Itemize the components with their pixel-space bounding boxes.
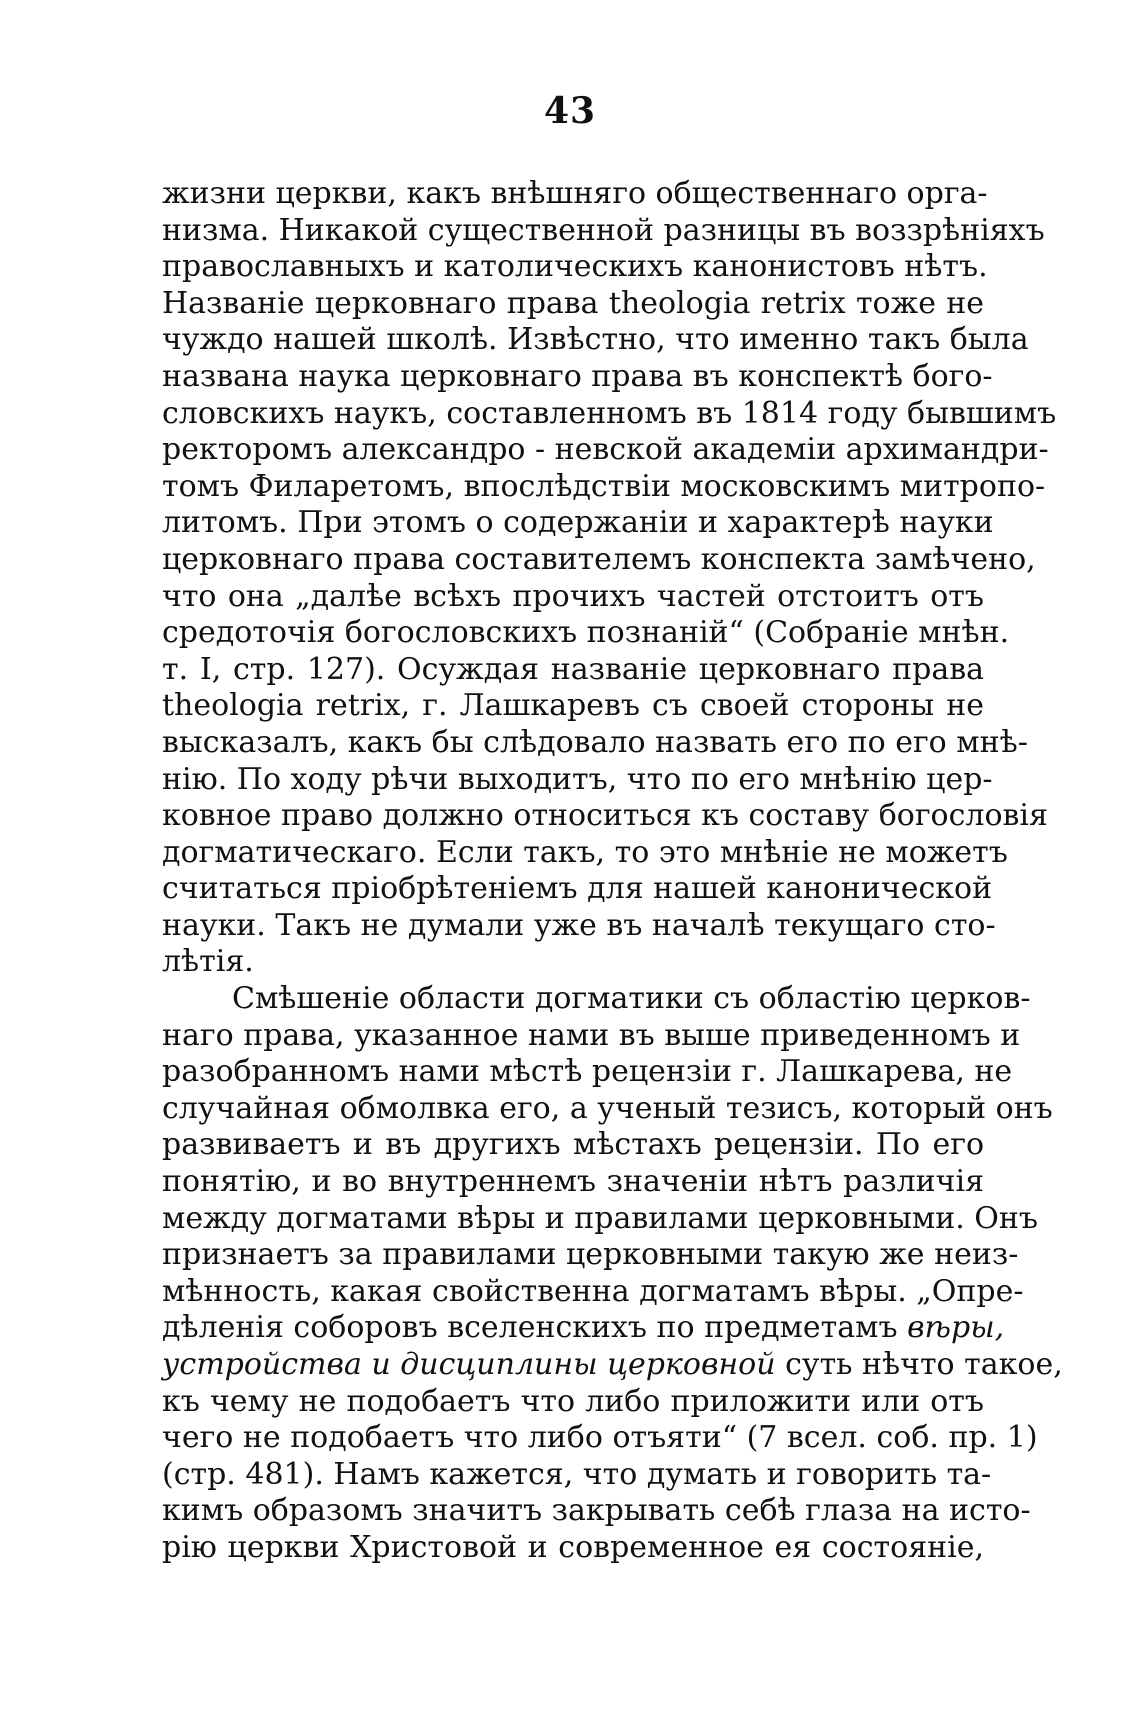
text-line: признаетъ за правилами церковными такую же неиз- (162, 1237, 1019, 1273)
text-line-mixed (162, 1310, 1005, 1347)
text-line: ректоромъ александро - невской академіи архимандри- (162, 432, 1049, 468)
text-line: ковное право должно относиться къ составу богословія (162, 798, 1048, 834)
text-line: церковнаго права составителемъ конспекта замѣчено, (162, 541, 1036, 577)
text-line: науки. Такъ не думали уже въ началѣ текущаго сто- (162, 907, 996, 943)
paragraph-2 (162, 981, 1063, 1567)
text-line: считаться пріобрѣтеніемъ для нашей канонической (162, 871, 993, 907)
text-line: словскихъ наукъ, составленномъ въ 1814 году бывшимъ (162, 395, 1057, 431)
text-line: средоточія богословскихъ познаній“ (Собраніе мнѣн. (162, 615, 1010, 651)
page-number: 43 (543, 90, 597, 132)
text-line: кимъ образомъ значитъ закрывать себѣ глаза на исто- (162, 1493, 1031, 1529)
text-line: литомъ. При этомъ о содержаніи и характерѣ науки (162, 505, 994, 541)
italic-segment: вѣры, (907, 1310, 1005, 1346)
text-line-mixed (162, 1347, 1063, 1384)
body-text (162, 176, 1063, 1567)
text-line: высказалъ, какъ бы слѣдовало назвать его по его мнѣ- (162, 724, 1028, 760)
text-line: развиваетъ и въ другихъ мѣстахъ рецензіи. По его (162, 1127, 984, 1163)
text-line: къ чему не подобаетъ что либо приложити или отъ (162, 1383, 984, 1419)
paragraph-1 (162, 176, 1057, 981)
text-line: томъ Филаретомъ, впослѣдствіи московскимъ митропо- (162, 468, 1046, 504)
text-line: догматическаго. Если такъ, то это мнѣніе не можетъ (162, 834, 1008, 870)
text-line: лѣтія. (162, 944, 254, 980)
text-line: православныхъ и католическихъ канонистовъ нѣтъ. (162, 249, 988, 285)
text-line: Названіе церковнаго права theologia retrix тоже не (162, 285, 984, 321)
text-line: жизни церкви, какъ внѣшняго общественнаго орга- (162, 176, 988, 211)
text-line: названа наука церковнаго права въ конспектѣ бого- (162, 358, 993, 394)
text-line: разобранномъ нами мѣстѣ рецензіи г. Лашкарева, не (162, 1054, 1013, 1090)
text-line: наго права, указанное нами въ выше приведенномъ и (162, 1017, 1021, 1053)
text-line: чуждо нашей школѣ. Извѣстно, что именно такъ была (162, 322, 1029, 358)
text-line: чего не подобаетъ что либо отъяти“ (7 всел. соб. пр. 1) (162, 1420, 1038, 1456)
text-line: низма. Никакой существенной разницы въ воззрѣніяхъ (162, 212, 1045, 248)
text-line: (стр. 481). Намъ кажется, что думать и говорить та- (162, 1456, 992, 1492)
text-line: нію. По ходу рѣчи выходитъ, что по его мнѣнію цер- (162, 761, 993, 797)
text-segment: суть нѣчто такое, (775, 1347, 1063, 1382)
text-line: что она „далѣе всѣхъ прочихъ частей отстоитъ отъ (162, 578, 984, 614)
text-line: понятію, и во внутреннемъ значеніи нѣтъ различія (162, 1164, 984, 1200)
text-line: рію церкви Христовой и современное ея состояніе, (162, 1529, 984, 1565)
text-segment: дѣленія соборовъ вселенскихъ по предметамъ (162, 1310, 908, 1346)
text-line: theologia retrix, г. Лашкаревъ съ своей стороны не (162, 688, 984, 724)
text-line: Смѣшеніе области догматики съ областію церков- (232, 981, 1031, 1017)
text-line: случайная обмолвка его, а ученый тезисъ, который онъ (162, 1090, 1053, 1126)
text-line: мѣнность, какая свойственна догматамъ вѣры. „Опре- (162, 1273, 1024, 1309)
text-line: т. I, стр. 127). Осуждая названіе церковнаго права (162, 651, 984, 687)
italic-segment: устройства и дисциплины церковной (162, 1347, 776, 1382)
text-line: между догматами вѣры и правилами церковными. Онъ (162, 1200, 1038, 1236)
